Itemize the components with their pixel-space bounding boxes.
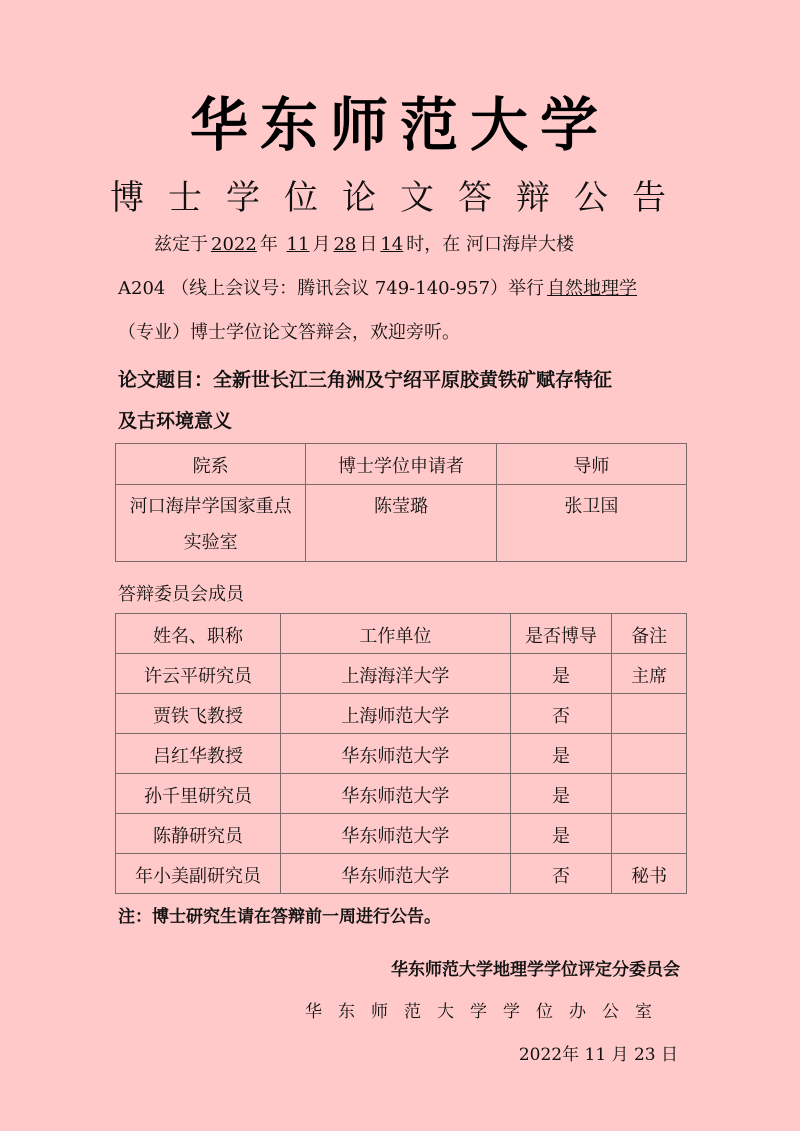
hour-value: 14 (380, 234, 404, 255)
member-name: 孙千里研究员 (116, 774, 281, 814)
member-unit: 华东师范大学 (280, 774, 510, 814)
header-work-unit: 工作单位 (280, 614, 510, 654)
announcement-line-1 (118, 223, 698, 267)
location-text: 河口海岸大楼 (466, 234, 574, 255)
month-unit: 月 (312, 234, 331, 255)
supervisor-cell: 张卫国 (496, 485, 686, 562)
year-unit: 年 (259, 234, 278, 255)
member-name: 陈静研究员 (116, 814, 281, 854)
notice-title: 博士学位论文答辩公告 (110, 178, 690, 218)
info-data-row (116, 485, 687, 562)
table-row (116, 854, 687, 894)
thesis-label: 论文题目： (118, 369, 214, 391)
table-row (116, 654, 687, 694)
member-advisor: 是 (510, 654, 611, 694)
member-unit: 华东师范大学 (280, 734, 510, 774)
member-unit: 上海师范大学 (280, 694, 510, 734)
thesis-title-line-2: 及古环境意义 (118, 410, 233, 432)
info-table (115, 443, 687, 562)
footnote: 注：博士研究生请在答辩前一周进行公告。 (118, 907, 441, 927)
table-row (116, 694, 687, 734)
day-unit: 日 (359, 234, 378, 255)
member-note (612, 814, 687, 854)
member-name: 许云平研究员 (116, 654, 281, 694)
major-value: 自然地理学 (547, 278, 638, 299)
header-is-advisor: 是否博导 (510, 614, 611, 654)
committee-signature: 华东师范大学地理学学位评定分委员会 (391, 960, 680, 980)
table-row (116, 734, 687, 774)
day-value: 28 (333, 234, 357, 255)
member-advisor: 是 (510, 814, 611, 854)
member-advisor: 否 (510, 854, 611, 894)
department-cell: 河口海岸学国家重点实验室 (116, 485, 306, 562)
committee-header-row (116, 614, 687, 654)
header-name-title: 姓名、职称 (116, 614, 281, 654)
table-row (116, 774, 687, 814)
issue-date: 2022年 11 月 23 日 (518, 1045, 678, 1065)
member-name: 贾铁飞教授 (116, 694, 281, 734)
member-note (612, 774, 687, 814)
member-note (612, 694, 687, 734)
hour-unit: 时，在 (406, 234, 461, 255)
room-text: A204 (118, 278, 166, 299)
member-name: 吕红华教授 (116, 734, 281, 774)
member-note: 秘书 (612, 854, 687, 894)
member-unit: 上海海洋大学 (280, 654, 510, 694)
announcement-line-2 (118, 267, 698, 311)
info-header-row (116, 444, 687, 485)
intro-text: 兹定于 (154, 234, 208, 255)
committee-label: 答辩委员会成员 (118, 584, 244, 605)
committee-table (115, 613, 687, 894)
member-advisor: 否 (510, 694, 611, 734)
member-unit: 华东师范大学 (280, 854, 510, 894)
member-advisor: 是 (510, 774, 611, 814)
applicant-cell: 陈莹璐 (306, 485, 496, 562)
thesis-title-line-1: 全新世长江三角洲及宁绍平原胶黄铁矿赋存特征 (213, 369, 613, 391)
month-value: 11 (286, 234, 310, 255)
member-unit: 华东师范大学 (280, 814, 510, 854)
header-applicant: 博士学位申请者 (306, 444, 496, 485)
office-signature: 华东师范大学学位办公室 (305, 1002, 668, 1022)
header-remarks: 备注 (612, 614, 687, 654)
table-row (116, 814, 687, 854)
member-advisor: 是 (510, 734, 611, 774)
university-title: 华东师范大学 (189, 91, 610, 159)
thesis-title (118, 360, 698, 442)
member-note: 主席 (612, 654, 687, 694)
online-meeting-text: （线上会议号：腾讯会议 749-140-957）举行 (171, 278, 545, 299)
header-department: 院系 (116, 444, 306, 485)
year-value: 2022 (211, 234, 257, 255)
announcement-line-3: （专业）博士学位论文答辩会，欢迎旁听。 (118, 322, 460, 343)
header-supervisor: 导师 (496, 444, 686, 485)
member-name: 年小美副研究员 (116, 854, 281, 894)
member-note (612, 734, 687, 774)
